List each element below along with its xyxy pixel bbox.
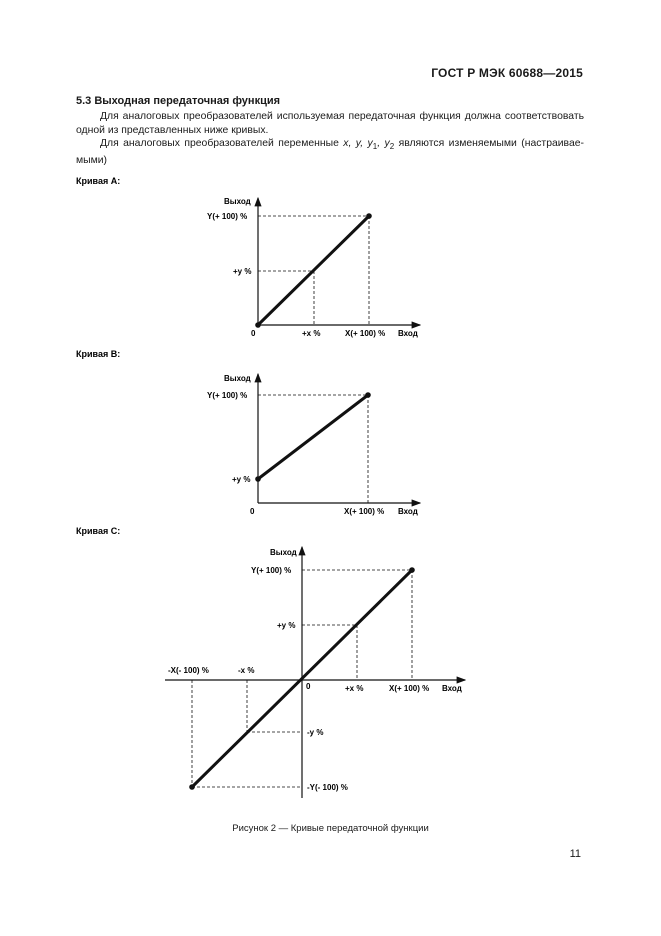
curve-b-y-label: Выход [224, 374, 251, 383]
curve-b-y-top: Y(+ 100) % [207, 391, 248, 400]
curve-c-y-top: Y(+ 100) % [251, 566, 292, 575]
curve-a-x-end: X(+ 100) % [345, 329, 386, 338]
curve-b-x-end: X(+ 100) % [344, 507, 385, 516]
page-number: 11 [569, 848, 581, 860]
curve-b-chart [207, 374, 420, 516]
curve-a-y-label: Выход [224, 197, 251, 206]
curve-c-y-pos: +y % [277, 621, 296, 630]
curve-c-x-neg: -x % [238, 666, 255, 675]
curve-c-x-label: Вход [442, 684, 462, 693]
curve-c-start-point [189, 784, 195, 790]
curve-a-chart [207, 197, 420, 338]
curve-a-x-label: Вход [398, 329, 418, 338]
curve-a-line [258, 216, 369, 325]
curve-c-chart [165, 547, 465, 798]
curve-b-origin: 0 [250, 507, 255, 516]
curve-c-x-neg-end: -X(- 100) % [168, 666, 209, 675]
paragraph-2-sub1: 1 [372, 142, 378, 152]
curve-c-y-bottom: -Y(- 100) % [307, 783, 348, 792]
curve-c-x-pos: +x % [345, 684, 364, 693]
curve-a-start-point [255, 322, 261, 328]
curve-c-caption: Кривая С: [76, 526, 121, 536]
curve-c-y-neg: -y % [307, 728, 324, 737]
section-title: 5.3 Выходная передаточная функция [76, 95, 281, 107]
curve-a-end-point [366, 213, 372, 219]
paragraph-1-text: Для аналоговых преобразователей используемая передаточная функция должна соответствовать одной из представленных ниже кривых. [76, 111, 584, 136]
paragraph-2-post: являются изменяемыми (настраиваемыми) [76, 138, 584, 167]
paragraph-2-pre: Для аналоговых преобразователей переменные [100, 138, 344, 149]
curve-c-origin: 0 [306, 682, 311, 691]
curve-b-start-point [255, 476, 261, 482]
curve-c-y-label: Выход [270, 548, 297, 557]
document-header: ГОСТ Р МЭК 60688—2015 [431, 66, 583, 80]
paragraph-2-vars: x, y, y [343, 138, 373, 149]
figure-caption: Рисунок 2 — Кривые передаточной функции [232, 823, 429, 834]
curve-c-end-point [409, 567, 415, 573]
curve-c-x-pos-end: X(+ 100) % [389, 684, 430, 693]
curve-b-x-label: Вход [398, 507, 418, 516]
curve-b-caption: Кривая В: [76, 349, 121, 359]
curve-b-line [258, 395, 368, 479]
curve-b-end-point [365, 392, 371, 398]
curve-a-origin: 0 [251, 329, 256, 338]
paragraph-2-mid: , y [377, 138, 390, 149]
curve-a-y-top: Y(+ 100) % [207, 212, 248, 221]
curve-a-x-mid: +x % [302, 329, 321, 338]
paragraph-2-sub2: 2 [389, 142, 395, 152]
curve-a-caption: Кривая А: [76, 176, 121, 186]
curve-a-y-mid: +y % [233, 267, 252, 276]
curve-b-y-start: +y % [232, 475, 251, 484]
